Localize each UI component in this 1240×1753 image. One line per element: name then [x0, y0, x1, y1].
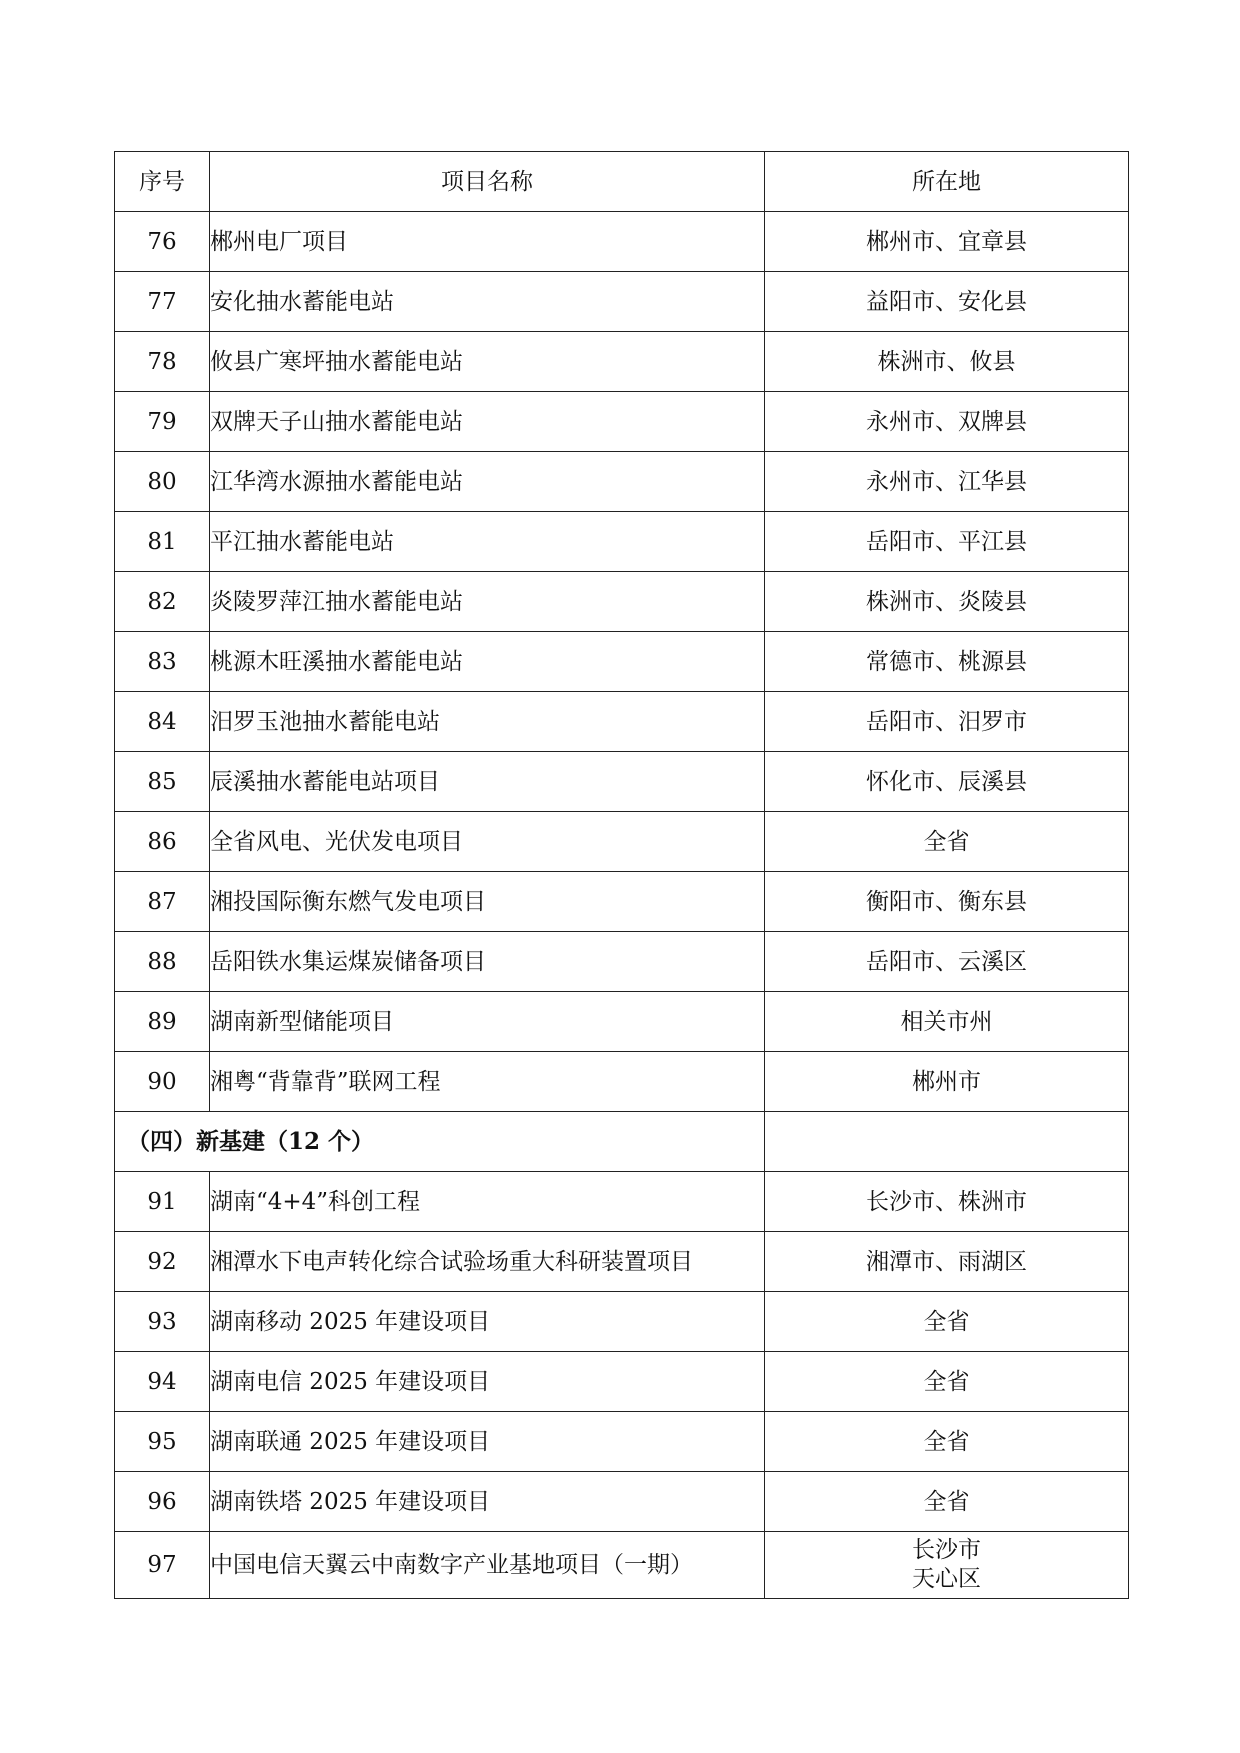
row-location: 全省 — [765, 1352, 1129, 1412]
row-num: 77 — [115, 272, 210, 332]
row-location: 岳阳市、汨罗市 — [765, 692, 1129, 752]
row-num: 92 — [115, 1232, 210, 1292]
row-num: 83 — [115, 632, 210, 692]
row-location: 郴州市、宜章县 — [765, 212, 1129, 272]
table-row — [115, 1052, 1129, 1112]
row-num: 82 — [115, 572, 210, 632]
row-location: 郴州市 — [765, 1052, 1129, 1112]
header-num: 序号 — [115, 152, 210, 212]
row-name: 辰溪抽水蓄能电站项目 — [210, 752, 765, 812]
row-location: 相关市州 — [765, 992, 1129, 1052]
row-name: 汨罗玉池抽水蓄能电站 — [210, 692, 765, 752]
location-line: 天心区 — [912, 1566, 981, 1592]
table-row — [115, 1172, 1129, 1232]
row-name: 平江抽水蓄能电站 — [210, 512, 765, 572]
table-row — [115, 272, 1129, 332]
row-location: 怀化市、辰溪县 — [765, 752, 1129, 812]
row-name: 湖南移动 2025 年建设项目 — [210, 1292, 765, 1352]
row-num: 88 — [115, 932, 210, 992]
row-name: 安化抽水蓄能电站 — [210, 272, 765, 332]
row-name: 双牌天子山抽水蓄能电站 — [210, 392, 765, 452]
section-header-row — [115, 1112, 1129, 1172]
table-header-row — [115, 152, 1129, 212]
table-row — [115, 932, 1129, 992]
row-name: 湘潭水下电声转化综合试验场重大科研装置项目 — [210, 1232, 765, 1292]
row-num: 96 — [115, 1472, 210, 1532]
row-name: 岳阳铁水集运煤炭储备项目 — [210, 932, 765, 992]
section-empty-cell — [765, 1112, 1129, 1172]
row-location: 岳阳市、云溪区 — [765, 932, 1129, 992]
row-num: 91 — [115, 1172, 210, 1232]
table-row — [115, 992, 1129, 1052]
table-row — [115, 512, 1129, 572]
row-num: 93 — [115, 1292, 210, 1352]
row-location: 全省 — [765, 1292, 1129, 1352]
row-num: 87 — [115, 872, 210, 932]
row-num: 81 — [115, 512, 210, 572]
row-name: 湖南新型储能项目 — [210, 992, 765, 1052]
row-location: 全省 — [765, 1412, 1129, 1472]
row-num: 89 — [115, 992, 210, 1052]
row-num: 76 — [115, 212, 210, 272]
row-num: 84 — [115, 692, 210, 752]
row-location: 益阳市、安化县 — [765, 272, 1129, 332]
row-num: 95 — [115, 1412, 210, 1472]
row-name: 炎陵罗萍江抽水蓄能电站 — [210, 572, 765, 632]
row-location: 岳阳市、平江县 — [765, 512, 1129, 572]
row-num: 79 — [115, 392, 210, 452]
table-row — [115, 332, 1129, 392]
row-num: 86 — [115, 812, 210, 872]
row-location: 株洲市、炎陵县 — [765, 572, 1129, 632]
row-location: 株洲市、攸县 — [765, 332, 1129, 392]
row-name: 桃源木旺溪抽水蓄能电站 — [210, 632, 765, 692]
row-num: 78 — [115, 332, 210, 392]
row-name: 江华湾水源抽水蓄能电站 — [210, 452, 765, 512]
row-location: 衡阳市、衡东县 — [765, 872, 1129, 932]
header-location: 所在地 — [765, 152, 1129, 212]
location-line: 长沙市 — [912, 1537, 981, 1563]
row-name: 湘粤“背靠背”联网工程 — [210, 1052, 765, 1112]
row-location: 永州市、双牌县 — [765, 392, 1129, 452]
row-name: 中国电信天翼云中南数字产业基地项目（一期） — [210, 1532, 765, 1599]
row-location — [765, 1532, 1129, 1599]
table-row — [115, 1352, 1129, 1412]
row-name: 攸县广寒坪抽水蓄能电站 — [210, 332, 765, 392]
row-location: 全省 — [765, 812, 1129, 872]
table-row — [115, 752, 1129, 812]
table-row — [115, 392, 1129, 452]
table-row — [115, 1532, 1129, 1599]
table-row — [115, 452, 1129, 512]
table-row — [115, 212, 1129, 272]
table-row — [115, 812, 1129, 872]
header-name: 项目名称 — [210, 152, 765, 212]
row-num: 97 — [115, 1532, 210, 1599]
table-row — [115, 572, 1129, 632]
row-name: 郴州电厂项目 — [210, 212, 765, 272]
table-row — [115, 872, 1129, 932]
table-row — [115, 1232, 1129, 1292]
row-location: 长沙市、株洲市 — [765, 1172, 1129, 1232]
row-location: 全省 — [765, 1472, 1129, 1532]
row-name: 湖南铁塔 2025 年建设项目 — [210, 1472, 765, 1532]
row-name: 湖南联通 2025 年建设项目 — [210, 1412, 765, 1472]
row-num: 85 — [115, 752, 210, 812]
row-name: 全省风电、光伏发电项目 — [210, 812, 765, 872]
row-location: 常德市、桃源县 — [765, 632, 1129, 692]
row-location: 湘潭市、雨湖区 — [765, 1232, 1129, 1292]
table-row — [115, 1412, 1129, 1472]
row-num: 90 — [115, 1052, 210, 1112]
row-num: 80 — [115, 452, 210, 512]
row-num: 94 — [115, 1352, 210, 1412]
row-name: 湘投国际衡东燃气发电项目 — [210, 872, 765, 932]
projects-table — [114, 151, 1129, 1599]
section-title: （四）新基建（12 个） — [115, 1112, 765, 1172]
table-row — [115, 632, 1129, 692]
table-row — [115, 692, 1129, 752]
row-name: 湖南电信 2025 年建设项目 — [210, 1352, 765, 1412]
row-location: 永州市、江华县 — [765, 452, 1129, 512]
table-row — [115, 1292, 1129, 1352]
row-name: 湖南“4+4”科创工程 — [210, 1172, 765, 1232]
table-row — [115, 1472, 1129, 1532]
